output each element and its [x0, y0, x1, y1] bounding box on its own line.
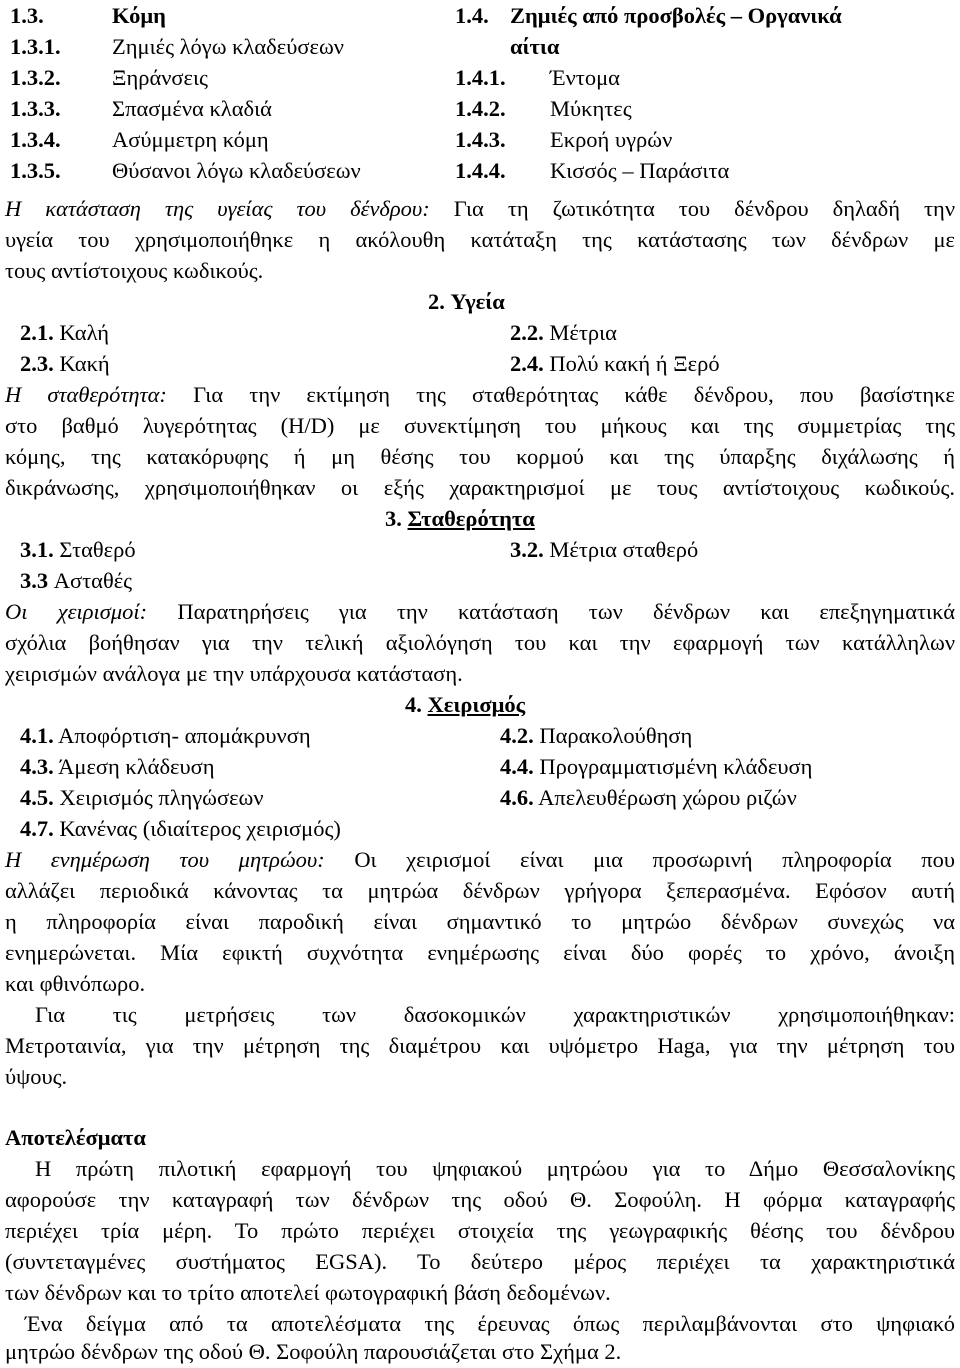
paragraph-line: Οι χειρισμοί: Παρατηρήσεις για την κατάσταση των δένδρων και επεξηγηματικά	[5, 599, 956, 624]
paragraph-line: Ένα δείγμα από τα αποτελέσματα της έρευνας όπως περιλαμβάνονται στο ψηφιακό	[25, 1311, 955, 1336]
paragraph-line: κόμης, της κατακόρυφης ή μη θέσης του κορμού και της ύπαρξης διχάλωσης ή	[5, 444, 955, 469]
health-item: 2.4. Πολύ κακή ή Ξερό	[510, 351, 720, 376]
section-heading: 2. Υγεία	[428, 289, 505, 314]
health-item: 2.2. Μέτρια	[510, 320, 617, 345]
paragraph-line: περιέχει τρία μέρη. Το πρώτο περιέχει στοιχεία της γεωγραφικής θέσης του δένδρου	[5, 1218, 955, 1243]
crown-item: 1.3. Κόμη	[10, 3, 166, 28]
health-item: 2.1. Καλή	[20, 320, 110, 345]
damage-item: 1.4.4. Κισσός – Παράσιτα	[455, 158, 730, 183]
crown-item: 1.3.3. Σπασμένα κλαδιά	[10, 96, 272, 121]
paragraph-line: ύψους.	[5, 1064, 68, 1089]
handling-item: 4.3. Άμεση κλάδευση	[20, 754, 215, 779]
handling-item: 4.5. Χειρισμός πληγώσεων	[20, 785, 264, 810]
paragraph-label: Η σταθερότητα:	[5, 382, 167, 407]
paragraph-line: σχόλια βοήθησαν για την τελική αξιολόγηση του και την εφαρμογή των κατάλληλων	[5, 630, 955, 655]
crown-item: 1.3.5. Θύσανοι λόγω κλαδεύσεων	[10, 158, 361, 183]
handling-item: 4.1. Αποφόρτιση- απομάκρυνση	[20, 723, 311, 748]
paragraph-line: η πληροφορία είναι παροδική είναι σημαντικό το μητρώο δένδρων συνεχώς να	[5, 909, 955, 934]
paragraph-line: ενημερώνεται. Μία εφικτή συχνότητα ενημέρωσης είναι δύο φορές το χρόνο, άνοιξη	[5, 940, 955, 965]
health-item: 2.3. Κακή	[20, 351, 110, 376]
handling-item: 4.2. Παρακολούθηση	[500, 723, 693, 748]
paragraph-line: στο βαθμό λυγερότητας (H/D) με συνεκτίμηση του μήκους και της συμμετρίας της	[5, 413, 955, 438]
handling-item: 4.6. Απελευθέρωση χώρου ριζών	[500, 785, 797, 810]
stability-item: 3.1. Σταθερό	[20, 537, 136, 562]
paragraph-line: Η κατάσταση της υγείας του δένδρου: Για τη ζωτικότητα του δένδρου δηλαδή την	[5, 196, 956, 221]
handling-item: 4.7. Κανένας (ιδιαίτερος χειρισμός)	[20, 816, 341, 841]
paragraph-line: αλλάζει περιοδικά κάνοντας τα μητρώα δένδρων γρήγορα ξεπερασμένα. Εφόσον αυτή	[5, 878, 955, 903]
crown-item: 1.3.1. Ζημιές λόγω κλαδεύσεων	[10, 34, 344, 59]
paragraph-line: των δένδρων και το τρίτο αποτελεί φωτογραφική βάση δεδομένων.	[5, 1280, 611, 1305]
damage-item: 1.4. Ζημιές από προσβολές – Οργανικά	[455, 3, 842, 28]
paragraph-label: Οι χειρισμοί:	[5, 599, 148, 624]
stability-item: 3.3 Ασταθές	[20, 568, 133, 593]
paragraph-label: Η κατάσταση της υγείας του δένδρου:	[5, 196, 430, 221]
paragraph-line: και φθινόπωρο.	[5, 971, 146, 996]
paragraph-line: μητρώο δένδρων της οδού Θ. Σοφούλη παρουσιάζεται στο Σχήμα 2.	[5, 1339, 622, 1364]
paragraph-label: Η ενημέρωση του μητρώου:	[5, 847, 325, 872]
damage-item: 1.4.2. Μύκητες	[455, 96, 632, 121]
paragraph-line: Η σταθερότητα: Για την εκτίμηση της σταθερότητας κάθε δένδρου, που βασίστηκε	[5, 382, 955, 407]
paragraph-line: τους αντίστοιχους κωδικούς.	[5, 258, 264, 283]
paragraph-line: υγεία του χρησιμοποιήθηκε η ακόλουθη κατάταξη της κατάστασης των δένδρων με	[5, 227, 955, 252]
crown-item: 1.3.4. Ασύμμετρη κόμη	[10, 127, 269, 152]
section-heading: 4. Χειρισμός	[405, 692, 526, 717]
paragraph-line: Η πρώτη πιλοτική εφαρμογή του ψηφιακού μητρώου για το Δήμο Θεσσαλονίκης	[35, 1156, 955, 1181]
results-heading: Αποτελέσματα	[5, 1125, 146, 1150]
handling-item: 4.4. Προγραμματισμένη κλάδευση	[500, 754, 813, 779]
paragraph-line: (συντεταγμένες συστήματος EGSA). Το δεύτερο μέρος περιέχει τα χαρακτηριστικά	[5, 1249, 955, 1274]
section-heading: 3. Σταθερότητα	[385, 506, 535, 531]
paragraph-line: αφορούσε την καταγραφή των δένδρων της οδού Θ. Σοφούλη. Η φόρμα καταγραφής	[5, 1187, 955, 1212]
stability-item: 3.2. Μέτρια σταθερό	[510, 537, 699, 562]
damage-item: 1.4.3. Εκροή υγρών	[455, 127, 673, 152]
crown-item: 1.3.2. Ξηράνσεις	[10, 65, 208, 90]
paragraph-line: δικράνωσης, χρησιμοποιήθηκαν οι εξής χαρακτηρισμοί με τους αντίστοιχους κωδικούς.	[5, 475, 955, 500]
damage-item: 1.4.1. Έντομα	[455, 65, 620, 90]
paragraph-line: Για τις μετρήσεις των δασοκομικών χαρακτηριστικών χρησιμοποιήθηκαν:	[35, 1002, 955, 1027]
document-page: 1.3. Κόμη 1.3.1. Ζημιές λόγω κλαδεύσεων 1.3.2. Ξηράνσεις 1.3.3. Σπασμένα κλαδιά 1.3.4. Ασύμμετρη κόμη 1.3.5. Θύσανοι λόγω κλαδεύσεων 1.4. Ζημιές από προσβολές – Οργανικά αίτια 1.4.1. Έντομα 1.4.2. Μύκητες 1.4.3. Εκροή υγρών 1.4.4. Κισσός – Παράσιτα Η κατάσταση της υγείας του δένδρου: Για τη ζωτικότητα του δένδρου δηλαδή την υγεία του χρησιμοποιήθηκε η ακόλουθη κατάταξη της κατάστασης των δένδρων με τους αντίστοιχους κωδικούς. 2. Υγεία 2.1. Καλή 2.2. Μέτρια 2.3. Κακή 2.4. Πολύ κακή ή Ξερό Η σταθερότητα: Για την εκτίμηση της σταθερότητας κάθε δένδρου, που βασίστηκε στο βαθμό λυγερότητας (H/D) με συνεκτίμηση του μήκους και της συμμετρίας της κόμης, της κατακόρυφης ή μη θέσης του κορμού και της ύπαρξης διχάλωσης ή δικράνωσης, χρησιμοποιήθηκαν οι εξής χαρακτηρισμοί με τους αντίστοιχους κωδικούς. 3. Σταθερότητα 3.1. Σταθερό 3.2. Μέτρια σταθερό 3.3 Ασταθές Οι χειρισμοί: Παρατηρήσεις για την κατάσταση των δένδρων και επεξηγηματικά σχόλια βοήθησαν για την τελική αξιολόγηση του και την εφαρμογή των κατάλληλων χειρισμών ανάλογα με την υπάρχουσα κατάσταση. 4. Χειρισμός 4.1. Αποφόρτιση- απομάκρυνση 4.2. Παρακολούθηση 4.3. Άμεση κλάδευση 4.4. Προγραμματισμένη κλάδευση 4.5. Χειρισμός πληγώσεων 4.6. Απελευθέρωση χώρου ριζών 4.7. Κανένας (ιδιαίτερος χειρισμός) Η ενημέρωση του μητρώου: Οι χειρισμοί είναι μια προσωρινή πληροφορία που αλλάζει περιοδικά κάνοντας τα μητρώα δένδρων γρήγορα ξεπερασμένα. Εφόσον αυτή η πληροφορία είναι παροδική είναι σημαντικό το μητρώο δένδρων συνεχώς να ενημερώνεται. Μία εφικτή συχνότητα ενημέρωσης είναι δύο φορές το χρόνο, άνοιξη και φθινόπωρο. Για τις μετρήσεις των δασοκομικών χαρακτηριστικών χρησιμοποιήθηκαν: Μετροταινία, για την μέτρηση της διαμέτρου και υψόμετρο Haga, για την μέτρηση του ύψους. Αποτελέσματα Η πρώτη πιλοτική εφαρμογή του ψηφιακού μητρώου για το Δήμο Θεσσαλονίκης αφορούσε την καταγραφή των δένδρων της οδού Θ. Σοφούλη. Η φόρμα καταγραφής περιέχει τρία μέρη. Το πρώτο περιέχει στοιχεία της γεωγραφικής θέσης του δένδρου (συντεταγμένες συστήματος EGSA). Το δεύτερο μέρος περιέχει τα χαρακτηριστικά των δένδρων και το τρίτο αποτελεί φωτογραφική βάση δεδομένων. Ένα δείγμα από τα αποτελέσματα της έρευνας όπως περιλαμβάνονται στο ψηφιακό μητρώο δένδρων της οδού Θ. Σοφούλη παρουσιάζεται στο Σχήμα 2.	[0, 0, 960, 1368]
paragraph-line: Η ενημέρωση του μητρώου: Οι χειρισμοί είναι μια προσωρινή πληροφορία που	[5, 847, 956, 872]
paragraph-line: Μετροταινία, για την μέτρηση της διαμέτρου και υψόμετρο Haga, για την μέτρηση του	[5, 1033, 955, 1058]
paragraph-line: χειρισμών ανάλογα με την υπάρχουσα κατάσταση.	[5, 661, 463, 686]
